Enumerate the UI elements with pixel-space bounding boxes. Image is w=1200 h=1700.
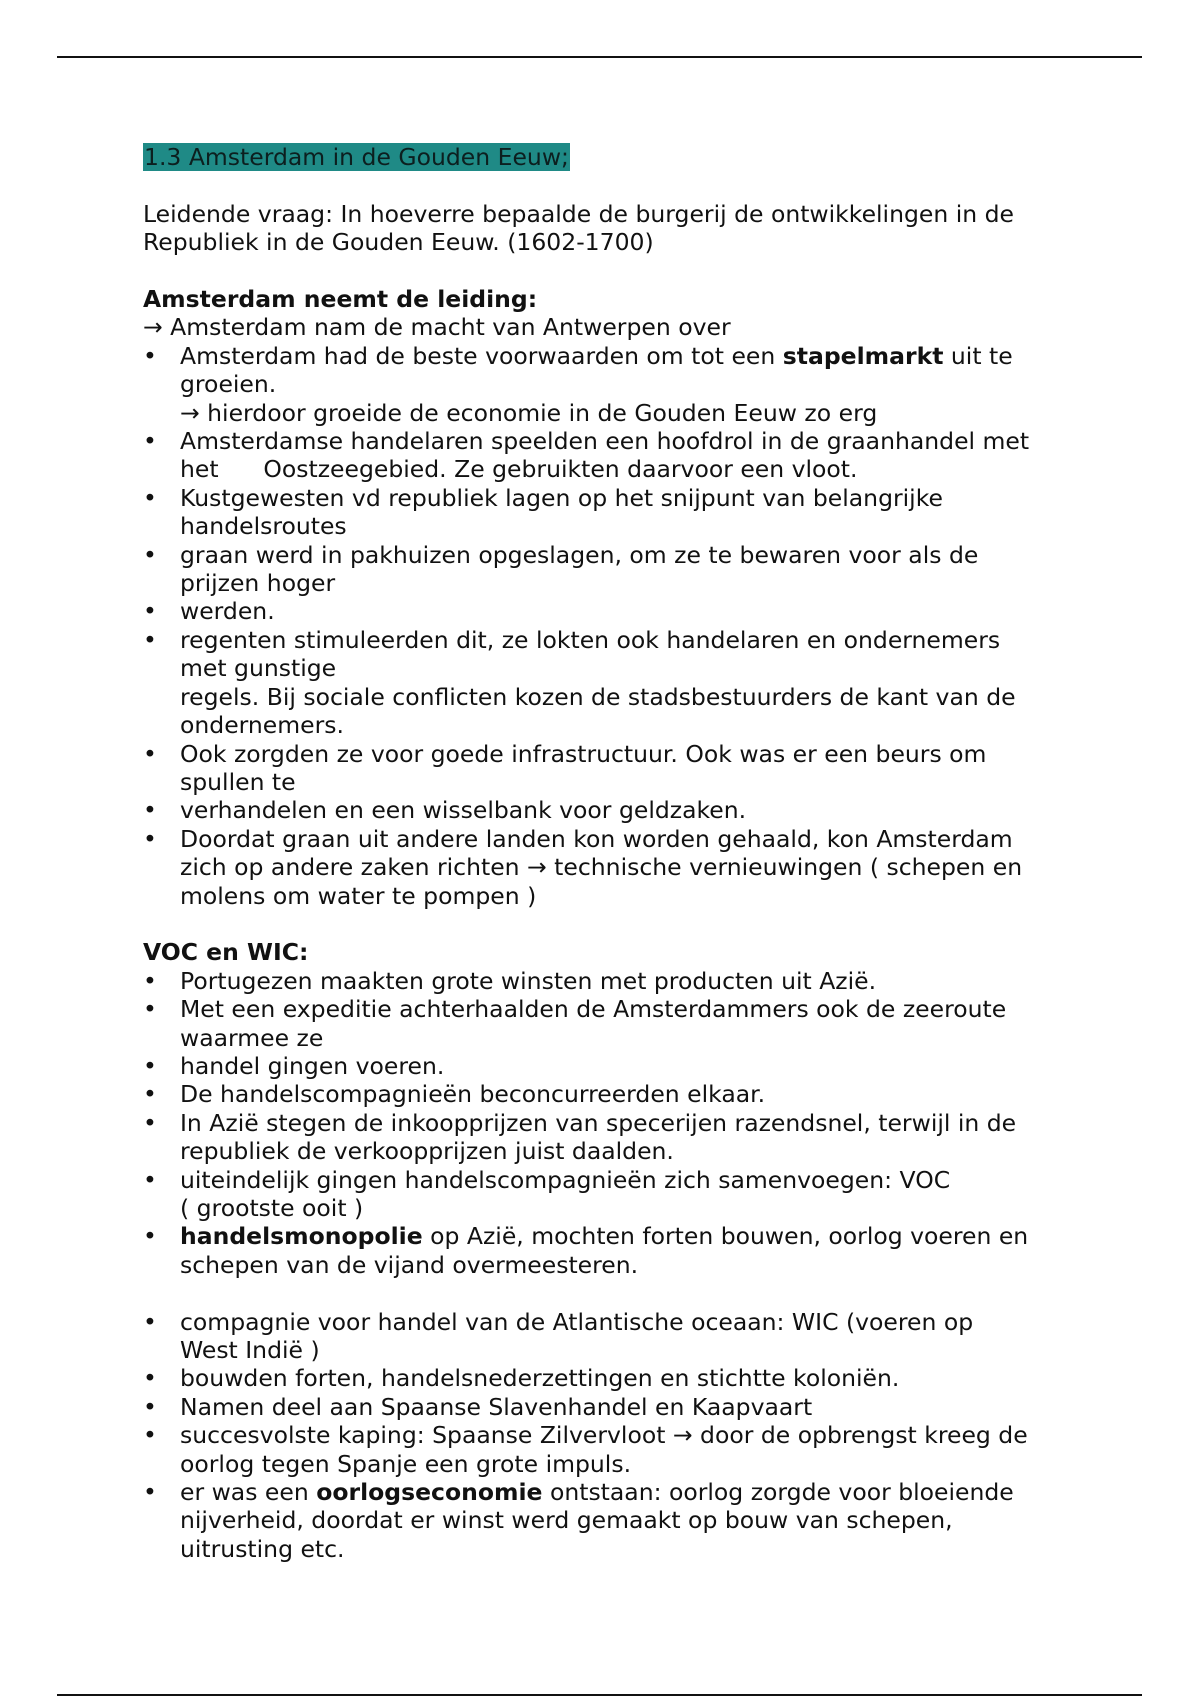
section-title: 1.3 Amsterdam in de Gouden Eeuw; bbox=[144, 143, 569, 171]
wic-list bbox=[143, 1308, 1083, 1564]
list-item: • Portugezen maakten grote winsten met producten uit Azië. bbox=[143, 967, 1083, 995]
list-item: • er was een oorlogseconomie ontstaan: oorlog zorgde voor bloeiende nijverheid, doordat er winst werd gemaakt op bouw van schepen, uitrusting etc. bbox=[143, 1478, 1083, 1563]
list-item: • verhandelen en een wisselbank voor geldzaken. bbox=[143, 796, 1083, 824]
arrow-intro: → Amsterdam nam de macht van Antwerpen over bbox=[143, 313, 731, 342]
list-item: • compagnie voor handel van de Atlantische oceaan: WIC (voeren op West Indië ) bbox=[143, 1308, 1083, 1365]
list-item: • handelsmonopolie op Azië, mochten forten bouwen, oorlog voeren en schepen van de vijand overmeesteren. bbox=[143, 1222, 1083, 1279]
list-item: • Doordat graan uit andere landen kon worden gehaald, kon Amsterdam zich op andere zaken richten → technische vernieuwingen ( schepen en molens om water te pompen ) bbox=[143, 825, 1083, 910]
heading-amsterdam: Amsterdam neemt de leiding: bbox=[143, 285, 538, 313]
list-item: • graan werd in pakhuizen opgeslagen, om ze te bewaren voor als de prijzen hoger bbox=[143, 541, 1083, 598]
list-item: • Amsterdam had de beste voorwaarden om tot een stapelmarkt uit te groeien. → hierdoor groeide de economie in de Gouden Eeuw zo erg bbox=[143, 342, 1083, 427]
list-item: • regenten stimuleerden dit, ze lokten ook handelaren en ondernemers met gunstige regels. Bij sociale conflicten kozen de stadsbestuurders de kant van de ondernemers. bbox=[143, 626, 1083, 740]
list-item: • In Azië stegen de inkoopprijzen van specerijen razendsnel, terwijl in de republiek de verkoopprijzen juist daalden. bbox=[143, 1109, 1083, 1166]
list-item: • Met een expeditie achterhaalden de Amsterdammers ook de zeeroute waarmee ze bbox=[143, 995, 1083, 1052]
list-item: • Ook zorgden ze voor goede infrastructuur. Ook was er een beurs om spullen te bbox=[143, 740, 1083, 797]
voc-wic-list bbox=[143, 967, 1083, 1279]
list-item: • Amsterdamse handelaren speelden een hoofdrol in de graanhandel met het Oostzeegebied. Ze gebruikten daarvoor een vloot. bbox=[143, 427, 1083, 484]
list-item: • De handelscompagnieën beconcurreerden elkaar. bbox=[143, 1080, 1083, 1108]
heading-voc-wic: VOC en WIC: bbox=[143, 938, 309, 967]
header-rule bbox=[57, 56, 1142, 58]
document-body bbox=[143, 143, 1083, 1563]
list-item: • succesvolste kaping: Spaanse Zilvervloot → door de opbrengst kreeg de oorlog tegen Spanje een grote impuls. bbox=[143, 1421, 1083, 1478]
footer-rule bbox=[57, 1694, 1142, 1696]
list-item: • Kustgewesten vd republiek lagen op het snijpunt van belangrijke handelsroutes bbox=[143, 484, 1083, 541]
arrow-note: → hierdoor groeide de economie in de Gouden Eeuw zo erg bbox=[180, 398, 878, 427]
list-item: • bouwden forten, handelsnederzettingen en stichtte koloniën. bbox=[143, 1364, 1083, 1392]
leading-question: Leidende vraag: In hoeverre bepaalde de burgerij de ontwikkelingen in de Republiek in de Gouden Eeuw. (1602-1700) bbox=[143, 199, 1014, 257]
list-item: • Namen deel aan Spaanse Slavenhandel en Kaapvaart bbox=[143, 1393, 1083, 1421]
list-item: • werden. bbox=[143, 597, 1083, 625]
list-item: • uiteindelijk gingen handelscompagnieën zich samenvoegen: VOC ( grootste ooit ) bbox=[143, 1166, 1083, 1223]
amsterdam-list bbox=[143, 342, 1083, 910]
list-item: • handel gingen voeren. bbox=[143, 1052, 1083, 1080]
